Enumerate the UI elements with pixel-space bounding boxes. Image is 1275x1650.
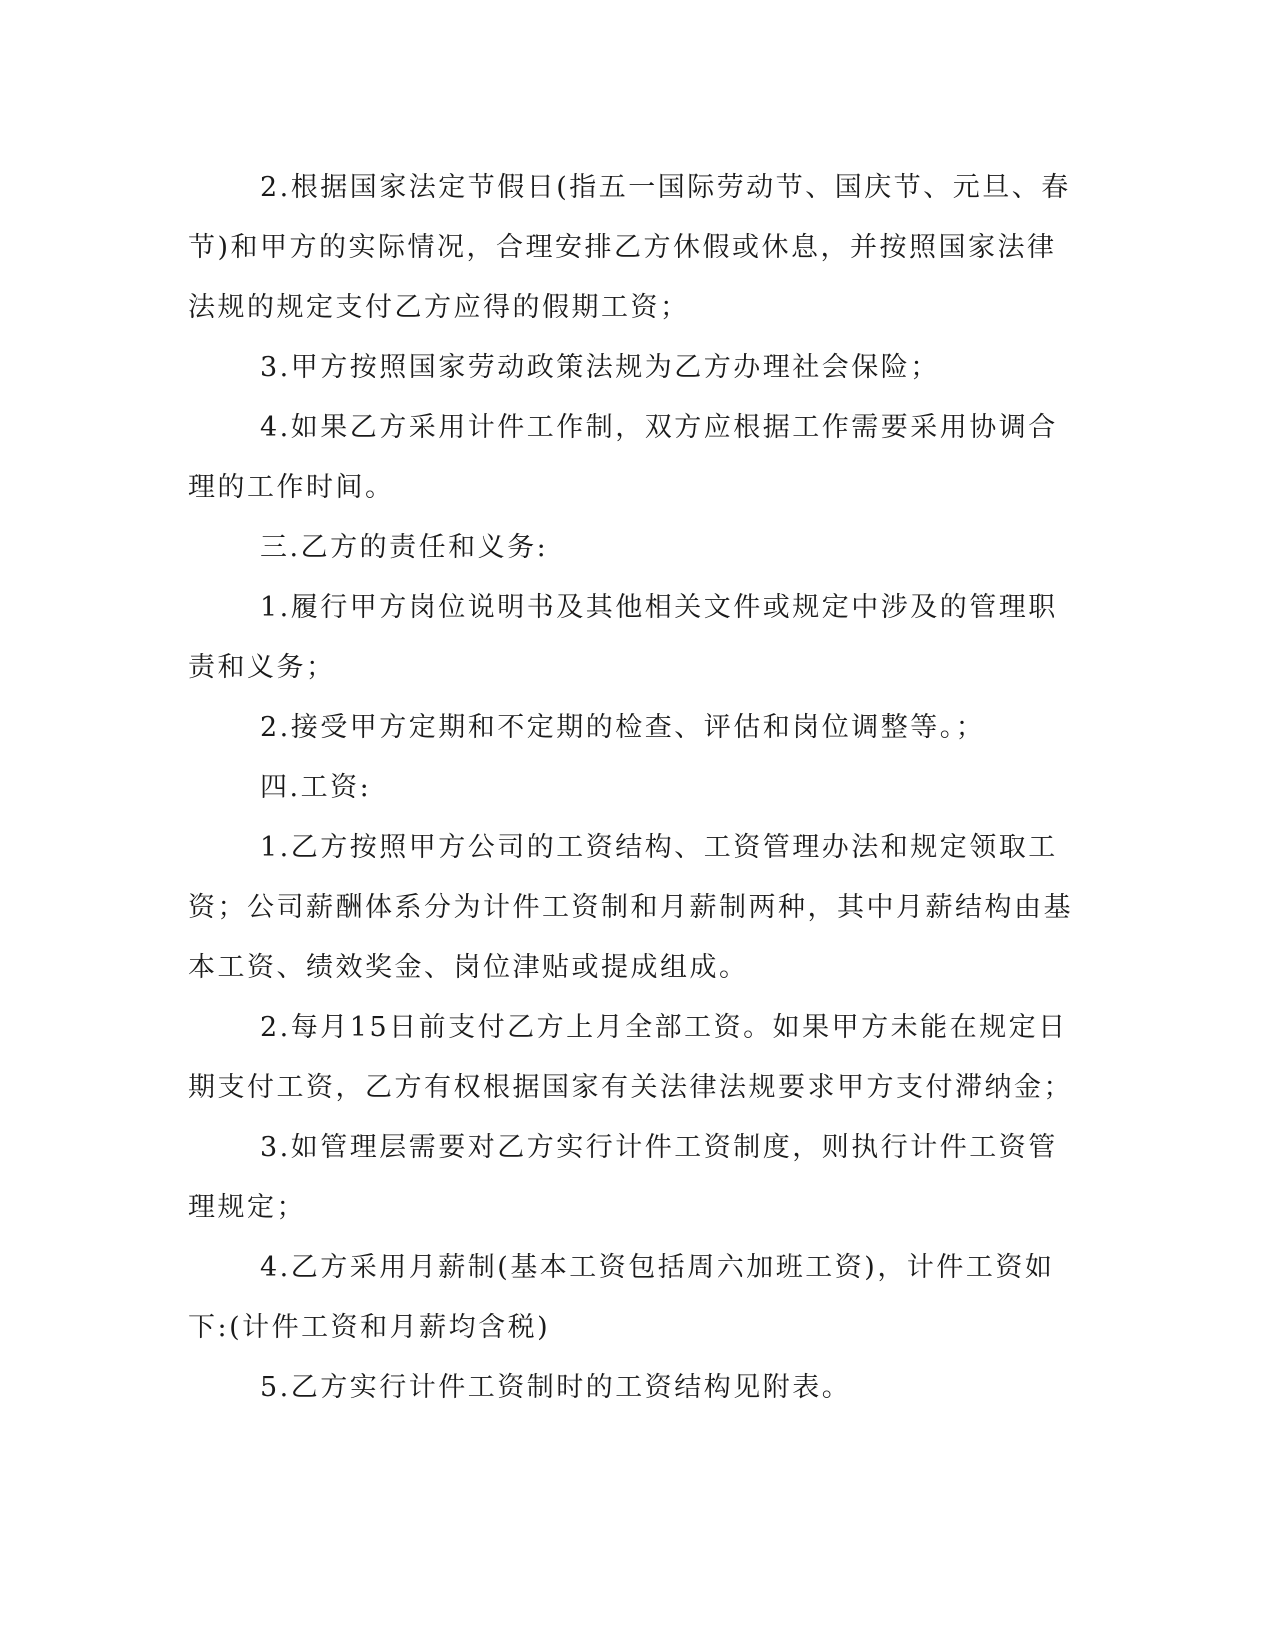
paragraph-wage-structure: 1.乙方按照甲方公司的工资结构、工资管理办法和规定领取工资；公司薪酬体系分为计件工资制和月薪制两种，其中月薪结构由基本工资、绩效奖金、岗位津贴或提成组成。 [188,832,1073,983]
paragraph-social-insurance: 3.甲方按照国家劳动政策法规为乙方办理社会保险； [260,352,940,383]
paragraph-job-responsibilities: 1.履行甲方岗位说明书及其他相关文件或规定中涉及的管理职责和义务； [188,592,1058,683]
section-heading-wages: 四.工资: [260,772,372,803]
paragraph-monthly-salary: 4.乙方采用月薪制(基本工资包括周六加班工资)，计件工资如下:(计件工资和月薪均含税) [188,1252,1055,1343]
paragraph-payment-date: 2.每月15日前支付乙方上月全部工资。如果甲方未能在规定日期支付工资，乙方有权根据国家有关法律法规要求甲方支付滞纳金； [188,1012,1073,1103]
section-heading-party-b-duties: 三.乙方的责任和义务: [260,532,549,563]
document-body [188,158,1073,1418]
paragraph-piecework-hours: 4.如果乙方采用计件工作制，双方应根据工作需要采用协调合理的工作时间。 [188,412,1058,503]
paragraph-inspection-evaluation: 2.接受甲方定期和不定期的检查、评估和岗位调整等。； [260,712,986,743]
paragraph-piecework-rules: 3.如管理层需要对乙方实行计件工资制度，则执行计件工资管理规定； [188,1132,1058,1223]
paragraph-holiday-pay: 2.根据国家法定节假日(指五一国际劳动节、国庆节、元旦、春节)和甲方的实际情况，合理安排乙方休假或休息，并按照国家法律法规的规定支付乙方应得的假期工资； [188,172,1071,323]
paragraph-wage-table-reference: 5.乙方实行计件工资制时的工资结构见附表。 [260,1372,852,1403]
